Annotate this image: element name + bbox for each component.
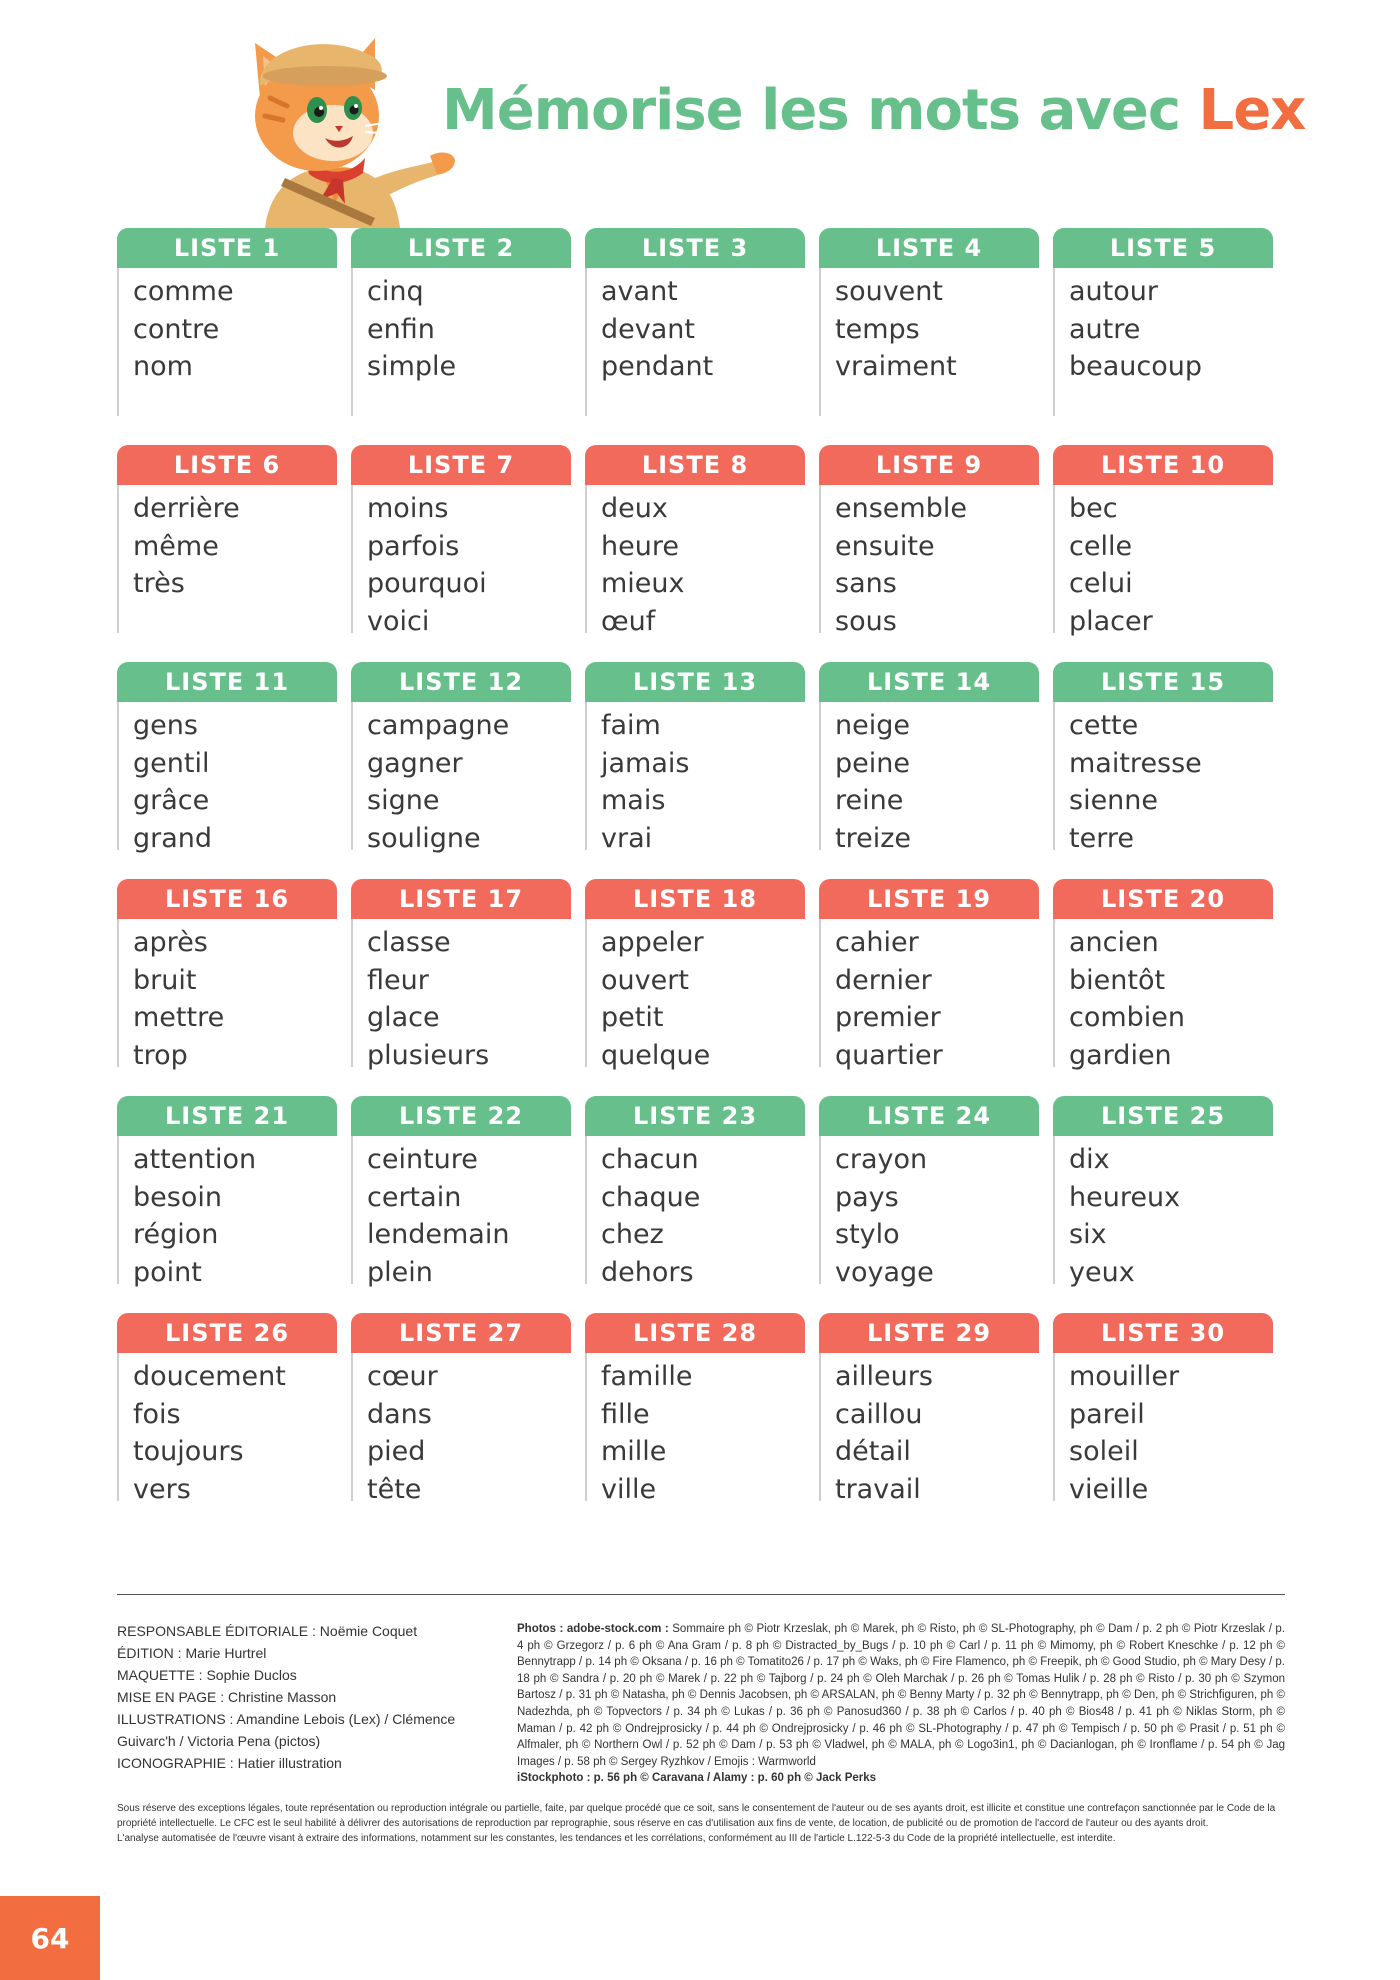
word-list [819,702,1039,854]
word-list-item: fille [601,1398,650,1430]
word-list-item: mieux [601,568,685,599]
word-list-title: LISTE 18 [585,879,805,919]
word-list [117,1353,337,1505]
cat-mascot-illustration [225,28,455,228]
word-list-card [819,445,1039,637]
word-list-item: faim [601,710,661,741]
photo-credits-text: Sommaire ph © Piotr Krzeslak, ph © Marek, ph © Risto, ph © SL-Photography, ph © Dam / p. 2 ph © Piotr Krzeslak / p. 4 ph © Grzegorz / p. 6 ph © Ana Gram / p. 8 ph © Distracted_by_Bugs / p. 10 ph © Carl / p. 11 ph © Mimomy, ph © Robert Kneschke / p. 12 ph © Bennytrapp / p. 14 ph © Oksana / p. 16 ph © Tomatito26 / p. 17 ph © Waks, ph © Fire Flamenco, ph © Freepik, ph © Good Studio, ph © Mary Desy / p. 18 ph © Sandra / p. 20 ph © Marek / p. 22 ph © Tajborg / p. 24 ph © Oleh Marchak / p. 26 ph © Tomas Hulik / p. 28 ph © Risto / p. 30 ph © Szymon Bartosz / p. 31 ph © Natasha, ph © Dennis Jacobsen, ph © ARSALAN, ph © Benny Marty / p. 32 ph © Bennytrapp, ph © Den, ph © Strichfiguren, ph © Nadezhda, ph © Topvectors / p. 34 ph © Lukas / p. 36 ph © Panosud360 / p. 38 ph © Carlos / p. 40 ph © Bios48 / p. 41 ph © Niklas Storm, ph © Maman / p. 42 ph © Ondrejprosicky / p. 44 ph © Ondrejprosicky / p. 46 ph © SL-Photography / p. 47 ph © Tempisch / p. 50 ph © Prasit / p. 51 ph © Alfmaler, ph © Northern Owl / p. 52 ph © Dam / p. 53 ph © Vladwel, ph © MALA, ph © Logo3in1, ph © Dacianlogan, ph © Ironflame / p. 54 ph © Jag Images / p. 58 ph © Sergey Ryzhkov / Emojis : Warmworld [517,1623,1285,1768]
word-list-item: chacun [601,1144,699,1175]
word-list-item: sans [835,568,897,599]
word-list-item: pareil [1069,1398,1145,1430]
word-list-item: mettre [133,1002,225,1033]
word-list-item: reine [835,785,904,816]
word-list-item: celui [1069,568,1133,599]
word-list-item: soleil [1069,1436,1139,1467]
word-list [819,1353,1039,1505]
word-list-title: LISTE 17 [351,879,571,919]
title-accent-lex: Lex [1198,78,1306,143]
word-list-item: pendant [601,351,714,382]
word-list [585,702,805,854]
word-list-item: grand [133,822,213,854]
word-list [585,919,805,1071]
word-list-card [819,1313,1039,1505]
word-list-item: heure [601,530,679,562]
word-list-item: vers [133,1473,191,1505]
word-list-item: toujours [133,1436,244,1467]
word-list-item: terre [1069,822,1134,854]
word-list-item: pied [367,1436,426,1467]
word-list-card [819,879,1039,1071]
word-list-title: LISTE 13 [585,662,805,702]
word-list-item: mille [601,1436,667,1467]
word-lists-grid [117,228,1277,1505]
word-list-item: gentil [133,747,210,779]
word-list-item: souligne [367,822,481,854]
word-list-title: LISTE 10 [1053,445,1273,485]
word-list [351,702,571,854]
word-list-item: stylo [835,1219,900,1250]
word-list-item: doucement [133,1361,286,1392]
word-list-card [117,879,337,1071]
word-list-title: LISTE 15 [1053,662,1273,702]
word-list-card [585,1313,805,1505]
word-list-item: temps [835,313,920,345]
word-list-item: ailleurs [835,1361,933,1392]
word-list-card [351,879,571,1071]
word-list-title: LISTE 5 [1053,228,1273,268]
word-list-title: LISTE 14 [819,662,1039,702]
word-list-item: détail [835,1436,911,1467]
legal-notice-line-2: L'analyse automatisée de l'œuvre visant à extraire des informations, notamment sur les constantes, les tendances et les corrélations, conformément au III de l'article L.122-5-3 du Code de la propriété intellectuelle, est interdite. [117,1833,1116,1844]
word-list-item: placer [1069,605,1153,637]
word-list [117,702,337,854]
word-list-item: cœur [367,1361,438,1392]
word-list-title: LISTE 9 [819,445,1039,485]
word-list-card [585,879,805,1071]
word-list-item: ensemble [835,493,967,524]
word-list-item: sienne [1069,785,1159,816]
word-list-card [585,1096,805,1288]
word-list-item: tête [367,1473,422,1505]
word-list-item: petit [601,1002,664,1033]
word-list [819,268,1039,416]
word-list-card [585,445,805,637]
word-list [117,1136,337,1288]
word-list [117,919,337,1071]
word-list-item: moins [367,493,449,524]
word-list-item: vraiment [835,351,957,382]
word-list-item: mais [601,785,666,816]
word-list-title: LISTE 29 [819,1313,1039,1353]
word-list-item: autour [1069,276,1158,307]
word-list-item: chaque [601,1181,701,1213]
word-list-item: souvent [835,276,943,307]
word-list [585,485,805,637]
word-list-item: point [133,1256,202,1288]
word-list-item: sous [835,605,897,637]
word-list-item: ville [601,1473,657,1505]
word-list-item: dix [1069,1144,1110,1175]
word-list-card [117,1096,337,1288]
word-list-item: appeler [601,927,704,958]
word-list-item: peine [835,747,910,779]
word-list-title: LISTE 6 [117,445,337,485]
legal-notice-line-1: Sous réserve des exceptions légales, toute représentation ou reproduction intégrale ou partielle, faite, par quelque procédé que ce soit, sans le consentement de l'auteur ou de ses ayants droit, est illicite et constitue une contrefaçon sanctionnée par le Code de la propriété intellectuelle. Le CFC est le seul habilité à délivrer des autorisations de reproduction par reprographie, sous réserve en cas d'utilisation aux fins de vente, de location, de publicité ou de promotion de l'accord de l'auteur ou des ayants droit. [117,1803,1276,1829]
word-list-item: bec [1069,493,1118,524]
word-list-item: gens [133,710,198,741]
word-list-title: LISTE 2 [351,228,571,268]
word-list-title: LISTE 3 [585,228,805,268]
word-list-card [1053,228,1273,416]
word-list-item: vrai [601,822,653,854]
word-list-item: lendemain [367,1219,510,1250]
word-list-item: fois [133,1398,181,1430]
footer-divider [117,1594,1285,1595]
word-list-card [819,662,1039,854]
word-list-item: région [133,1219,219,1250]
word-list-item: quelque [601,1039,711,1071]
word-list [351,268,571,416]
word-list-item: ouvert [601,964,689,996]
word-list-card [117,228,337,416]
word-list-item: même [133,530,219,562]
word-list-item: parfois [367,530,460,562]
photo-credits [517,1621,1285,1787]
word-list [585,1136,805,1288]
word-list-item: glace [367,1002,440,1033]
word-list-title: LISTE 30 [1053,1313,1273,1353]
word-list [1053,702,1273,854]
word-list-item: simple [367,351,457,382]
word-list-item: bientôt [1069,964,1166,996]
page-number-text: 64 [30,1921,70,1955]
word-list-item: voici [367,605,430,637]
word-list-card [819,228,1039,416]
word-list-item: gagner [367,747,463,779]
word-list-item: dans [367,1398,432,1430]
word-list-card [1053,879,1273,1071]
word-list-card [351,228,571,416]
word-list-item: beaucoup [1069,351,1203,382]
word-list-title: LISTE 4 [819,228,1039,268]
word-list-title: LISTE 21 [117,1096,337,1136]
credit-mise-en-page: MISE EN PAGE : Christine Masson [117,1689,337,1705]
word-list-title: LISTE 11 [117,662,337,702]
credit-editorial: RESPONSABLE ÉDITORIALE : Noëmie Coquet [117,1623,418,1639]
word-list-item: enfin [367,313,435,345]
word-list-card [1053,662,1273,854]
word-list-item: cette [1069,710,1139,741]
word-list-title: LISTE 23 [585,1096,805,1136]
word-list-item: très [133,568,185,599]
word-list [1053,485,1273,637]
word-list [585,268,805,416]
word-list-card [351,445,571,637]
word-list [819,1136,1039,1288]
word-list-item: attention [133,1144,257,1175]
word-list-title: LISTE 12 [351,662,571,702]
word-list-item: caillou [835,1398,923,1430]
word-list-card [819,1096,1039,1288]
word-list-item: fleur [367,964,429,996]
word-list-item: dernier [835,964,932,996]
word-list-card [351,1096,571,1288]
word-list-item: ensuite [835,530,935,562]
word-list-card [585,662,805,854]
word-list-card [117,1313,337,1505]
word-list-title: LISTE 24 [819,1096,1039,1136]
word-list-item: autre [1069,313,1141,345]
word-list-item: treize [835,822,911,854]
word-list-item: six [1069,1219,1107,1250]
photo-credits-istock: iStockphoto : p. 56 ph © Caravana / Alamy : p. 60 ph © Jack Perks [517,1772,877,1785]
page-number [0,1896,100,1980]
credit-maquette: MAQUETTE : Sophie Duclos [117,1667,297,1683]
word-list-item: contre [133,313,220,345]
credit-illustrations: ILLUSTRATIONS : Amandine Lebois (Lex) / Clémence Guivarc'h / Victoria Pena (pictos) [117,1711,456,1749]
word-list-item: nom [133,351,193,382]
word-list-title: LISTE 8 [585,445,805,485]
word-list-item: premier [835,1002,941,1033]
word-list-title: LISTE 20 [1053,879,1273,919]
word-list-item: maitresse [1069,747,1202,779]
word-list-item: gardien [1069,1039,1172,1071]
word-list-item: voyage [835,1256,934,1288]
word-list-item: grâce [133,785,210,816]
word-list-card [1053,445,1273,637]
word-list-item: chez [601,1219,664,1250]
word-list-item: cinq [367,276,424,307]
word-list-title: LISTE 16 [117,879,337,919]
word-list-title: LISTE 26 [117,1313,337,1353]
word-list-title: LISTE 22 [351,1096,571,1136]
photo-credits-label: Photos : adobe-stock.com : [517,1623,673,1635]
word-list-title: LISTE 1 [117,228,337,268]
word-list-item: dehors [601,1256,694,1288]
word-list [351,1136,571,1288]
page-title [442,78,1305,143]
word-list-card [1053,1313,1273,1505]
word-list-item: campagne [367,710,510,741]
word-list-item: devant [601,313,695,345]
word-list-item: neige [835,710,910,741]
word-list-item: mouiller [1069,1361,1180,1392]
word-list-item: deux [601,493,668,524]
word-list [585,1353,805,1505]
word-list-card [117,445,337,633]
word-list [351,485,571,637]
word-list [1053,1136,1273,1288]
word-list-item: vieille [1069,1473,1149,1505]
word-list [351,1353,571,1505]
credit-iconographie: ICONOGRAPHIE : Hatier illustration [117,1755,342,1771]
word-list-item: yeux [1069,1256,1135,1288]
word-list-item: combien [1069,1002,1186,1033]
word-list-item: pourquoi [367,568,487,599]
word-list-item: trop [133,1039,188,1071]
word-list-item: celle [1069,530,1133,562]
word-list-item: ancien [1069,927,1159,958]
word-list-item: besoin [133,1181,222,1213]
word-list [1053,1353,1273,1505]
word-list-item: quartier [835,1039,943,1071]
word-list-item: ceinture [367,1144,478,1175]
word-list-item: plein [367,1256,433,1288]
word-list-item: famille [601,1361,693,1392]
word-list-item: bruit [133,964,197,996]
word-list-card [585,228,805,416]
word-list-item: heureux [1069,1181,1181,1213]
word-list-item: plusieurs [367,1039,490,1071]
word-list-title: LISTE 19 [819,879,1039,919]
word-list-item: œuf [601,605,656,637]
word-list-card [351,1313,571,1505]
word-list-card [117,662,337,854]
word-list [1053,268,1273,416]
word-list-item: cahier [835,927,919,958]
legal-notice [117,1801,1285,1846]
word-list [1053,919,1273,1071]
word-list [117,268,337,416]
word-list-item: jamais [601,747,690,779]
word-list-title: LISTE 25 [1053,1096,1273,1136]
word-list-card [351,662,571,854]
word-list-item: travail [835,1473,921,1505]
word-list [819,919,1039,1071]
word-list-card [1053,1096,1273,1288]
word-list-item: avant [601,276,678,307]
word-list-item: pays [835,1181,899,1213]
word-list-title: LISTE 7 [351,445,571,485]
word-list-item: comme [133,276,234,307]
word-list [819,485,1039,637]
word-list-item: signe [367,785,440,816]
word-list-title: LISTE 28 [585,1313,805,1353]
word-list [117,485,337,633]
word-list [351,919,571,1071]
word-list-title: LISTE 27 [351,1313,571,1353]
editorial-credits [117,1620,497,1774]
credit-edition: ÉDITION : Marie Hurtrel [117,1645,267,1661]
word-list-item: certain [367,1181,462,1213]
word-list-item: après [133,927,208,958]
word-list-item: classe [367,927,451,958]
title-text: Mémorise les mots avec [442,78,1199,143]
word-list-item: derrière [133,493,240,524]
word-list-item: crayon [835,1144,928,1175]
